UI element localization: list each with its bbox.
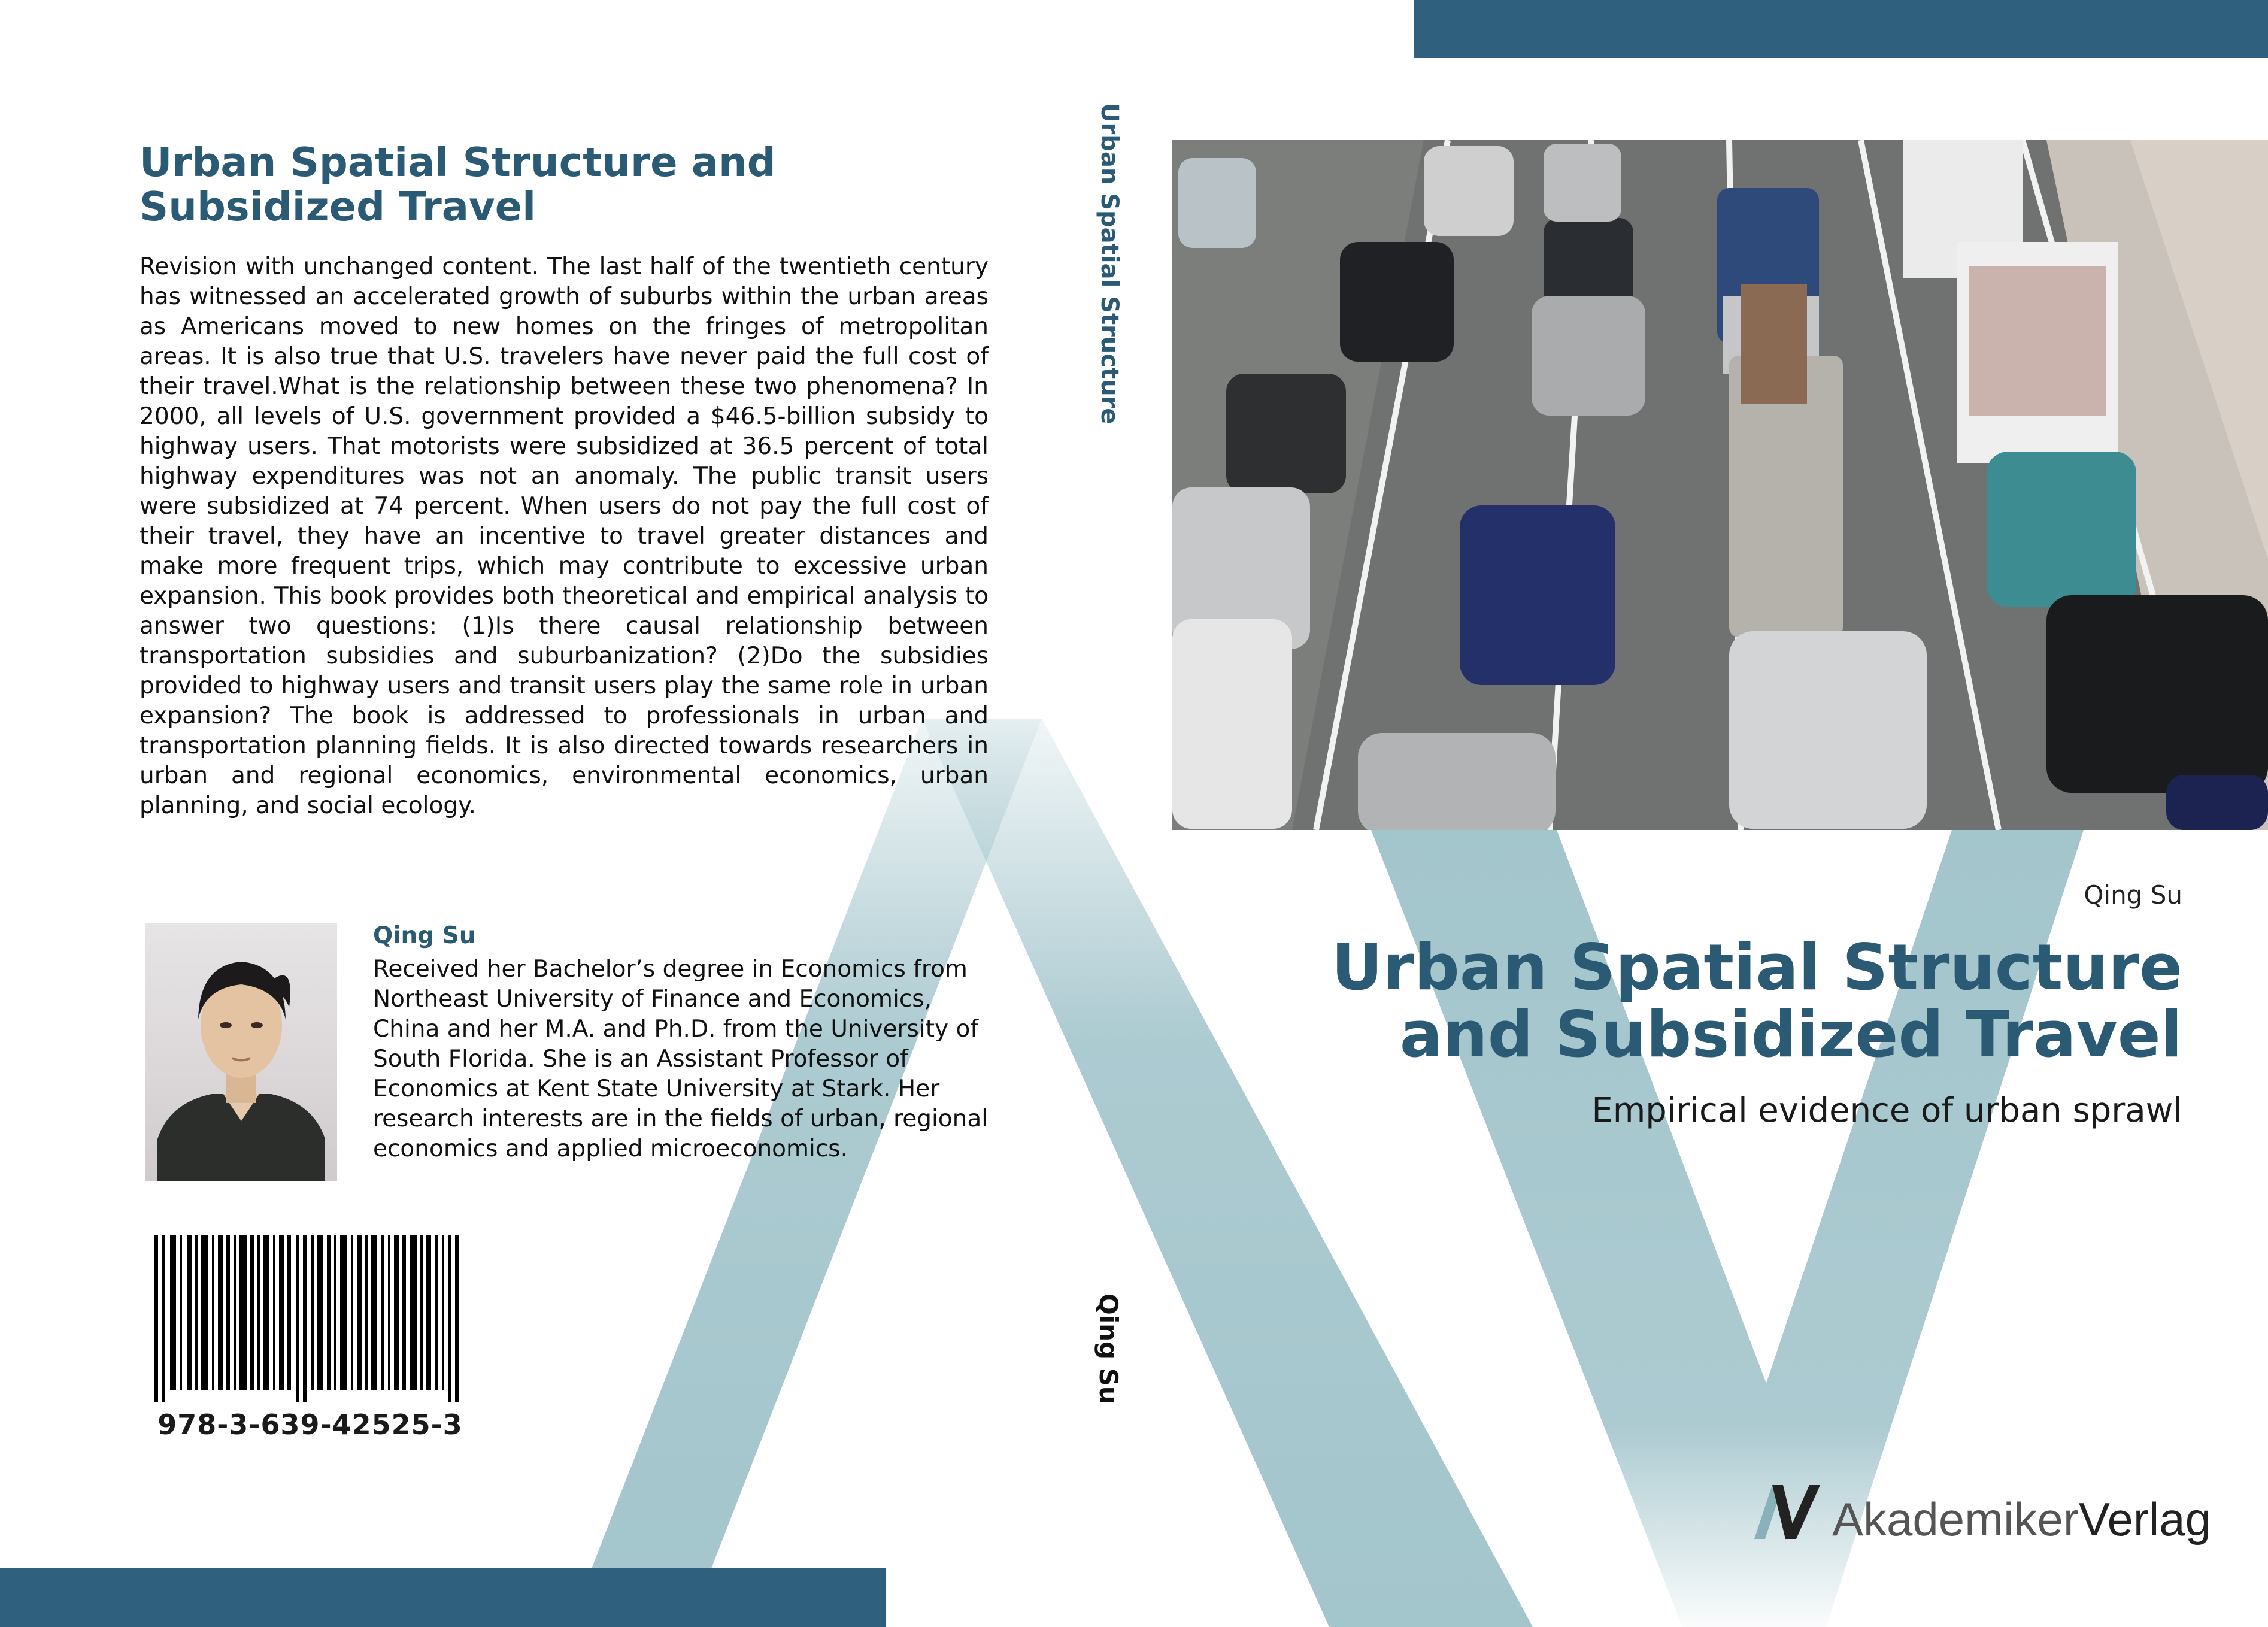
isbn-number: 978-3-639-42525-3	[157, 1408, 463, 1441]
top-accent-bar	[1414, 0, 2268, 58]
cover-photo-traffic	[1172, 140, 2268, 830]
isbn-barcode	[154, 1235, 466, 1402]
front-cover-title: Urban Spatial Structure and Subsidized Travel	[1331, 931, 2182, 1071]
front-cover-subtitle: Empirical evidence of urban sprawl	[1591, 1091, 2182, 1130]
av-logo-icon	[1754, 1485, 1820, 1545]
bottom-accent-bar	[0, 1568, 886, 1627]
author-photo	[145, 923, 337, 1181]
back-cover-author-name: Qing Su	[373, 922, 476, 949]
front-cover-author: Qing Su	[2084, 880, 2182, 910]
publisher-name: AkademikerVerlag	[1832, 1493, 2211, 1546]
spine-author: Qing Su	[1094, 1293, 1123, 1404]
back-cover-blurb: Revision with unchanged content. The last half of the twentieth century has witnessed an accelerated growth of suburbs within the urban areas as Americans moved to new homes on the fringes of metropolitan areas. It is also true that U.S. travelers have never paid the full cost of their travel.What is the relationship between these two phenomena? In 2000, all levels of U.S. government provided a $46.5-billion subsidy to highway users. That motorists were subsidized at 36.5 percent of total highway expenditures was not an anomaly. The public transit users were subsidized at 74 percent. When users do not pay the full cost of their travel, they have an incentive to travel greater distances and make more frequent trips, which may contribute to excessive urban expansion. This book provides both theoretical and empirical analysis to answer two questions: (1)Is there causal relationship between transportation subsidies and suburbanization? (2)Do the subsidies provided to highway users and transit users play the same role in urban expansion? The book is addressed to professionals in urban and transportation planning fields. It is also directed towards researchers in urban and regional economics, environmental economics, urban planning, and social ecology.	[140, 253, 989, 819]
author-bio: Received her Bachelor’s degree in Economics from Northeast University of Finance and Economics, China and her M.A. and Ph.D. from the University of South Florida. She is an Assistant Professor of Economics at Kent State University at Stark. Her research interests are in the fields of urban, regional economics and applied microeconomics.	[373, 956, 989, 1162]
spine-title: Urban Spatial Structure	[1096, 103, 1123, 425]
back-cover-title: Urban Spatial Structure and Subsidized Travel	[140, 139, 776, 230]
